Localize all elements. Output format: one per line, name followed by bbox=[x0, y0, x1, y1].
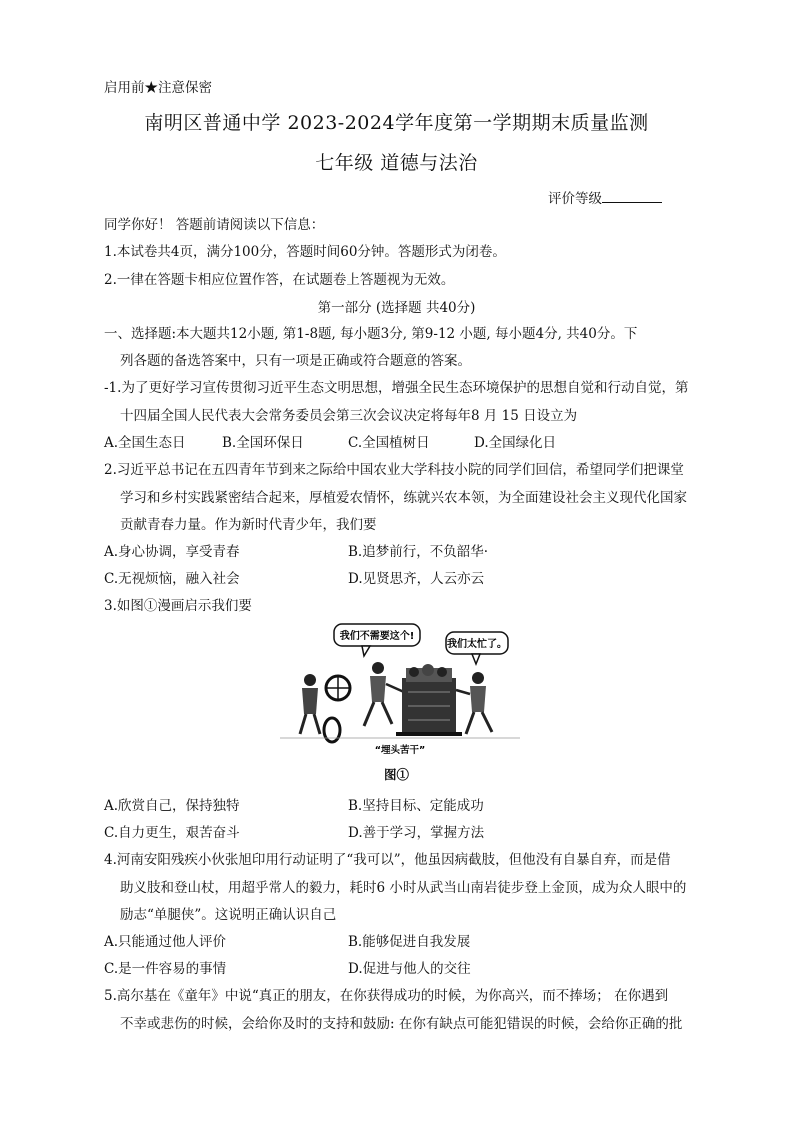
q4-stem-line3: 励志“单腿侠”。这说明正确认识自己 bbox=[120, 907, 337, 923]
cartoon-caption: “埋头苦干” bbox=[374, 745, 426, 756]
q2-stem-line3: 贡献青春力量。作为新时代青少年，我们要 bbox=[120, 517, 377, 533]
section-title: 第一部分 (选择题 共40分) bbox=[317, 300, 476, 316]
cartoon-figure-right bbox=[456, 672, 492, 734]
instruction-item-2: 2.一律在答题卡相应位置作答，在试题卷上答题视为无效。 bbox=[104, 272, 455, 288]
cartoon-illustration bbox=[280, 622, 520, 758]
speech-bubble-left-text: 我们不需要这个! bbox=[339, 631, 415, 642]
wheel-icon bbox=[324, 718, 340, 742]
section-intro-line2: 列各题的备选答案中，只有一项是正确或符合题意的答案。 bbox=[120, 353, 471, 369]
exam-subtitle: 七年级 道德与法治 bbox=[315, 152, 478, 174]
speech-bubble-left-tail bbox=[362, 646, 370, 656]
q3-option-c: C.自力更生，艰苦奋斗 bbox=[104, 825, 240, 841]
confidential-notice: 启用前★注意保密 bbox=[104, 80, 212, 96]
q2-stem-line2: 学习和乡村实践紧密结合起来，厚植爱农情怀，练就兴农本领，为全面建设社会主义现代化国家 bbox=[120, 490, 687, 506]
figure-label: 图① bbox=[383, 767, 409, 782]
cartoon-figure-middle bbox=[364, 662, 404, 726]
q1-option-a: A.全国生态日 bbox=[104, 435, 186, 451]
grade-blank bbox=[602, 190, 662, 203]
section-intro-line1: 一、选择题:本大题共12小题, 第1-8题, 每小题3分, 第9-12 小题, 每小题4分, 共40分。下 bbox=[104, 326, 638, 342]
q1-stem-line1: -1.为了更好学习宣传贯彻习近平生态文明思想，增强全民生态环境保护的思想自觉和行动自觉，第 bbox=[104, 380, 689, 396]
q2-option-d: D.见贤思齐，人云亦云 bbox=[348, 571, 485, 587]
stone-cart bbox=[396, 664, 462, 736]
q4-option-a: A.只能通过他人评价 bbox=[104, 934, 227, 950]
q3-option-d: D.善于学习，掌握方法 bbox=[348, 825, 485, 841]
q1-option-d: D.全国绿化日 bbox=[474, 435, 557, 451]
q5-stem-line1: 5.高尔基在《童年》中说“真正的朋友，在你获得成功的时候，为你高兴，而不捧场； 在你遇到 bbox=[104, 988, 669, 1004]
instruction-item-1: 1.本试卷共4页，满分100分，答题时间60分钟。答题形式为闭卷。 bbox=[104, 244, 506, 260]
exam-title: 南明区普通中学 2023-2024学年度第一学期期末质量监测 bbox=[144, 112, 649, 134]
q3-stem-line1: 3.如图①漫画启示我们要 bbox=[104, 598, 252, 614]
q2-stem-line1: 2.习近平总书记在五四青年节到来之际给中国农业大学科技小院的同学们回信，希望同学们把课堂 bbox=[104, 462, 684, 478]
q4-option-b: B.能够促进自我发展 bbox=[348, 934, 471, 950]
q2-option-b: B.追梦前行，不负韶华· bbox=[348, 544, 489, 560]
q2-option-a: A.身心协调，享受青春 bbox=[104, 544, 240, 560]
speech-bubble-right-tail bbox=[472, 654, 480, 664]
q2-option-c: C.无视烦恼，融入社会 bbox=[104, 571, 240, 587]
instructions-greeting: 同学你好！ 答题前请阅读以下信息： bbox=[104, 217, 325, 233]
q3-option-a: A.欣赏自己，保持独特 bbox=[104, 798, 240, 814]
q3-option-b: B.坚持目标、定能成功 bbox=[348, 798, 484, 814]
q1-option-b: B.全国环保日 bbox=[222, 435, 304, 451]
grade-label: 评价等级 bbox=[548, 191, 602, 207]
q1-option-c: C.全国植树日 bbox=[348, 435, 430, 451]
speech-bubble-right-text: 我们太忙了。 bbox=[447, 639, 507, 650]
q5-stem-line2: 不幸或悲伤的时候，会给你及时的支持和鼓励: 在你有缺点可能犯错误的时候，会给你正确的批 bbox=[120, 1016, 683, 1032]
q1-stem-line2: 十四届全国人民代表大会常务委员会第三次会议决定将每年8 月 15 日设立为 bbox=[120, 408, 578, 424]
q4-stem-line2: 助义肢和登山杖，用超乎常人的毅力，耗时6 小时从武当山南岩徒步登上金顶，成为众人眼中的 bbox=[120, 880, 687, 896]
q4-option-c: C.是一件容易的事情 bbox=[104, 961, 227, 977]
cartoon-figure-left bbox=[300, 674, 350, 742]
q4-stem-line1: 4.河南安阳残疾小伙张旭印用行动证明了“我可以”，他虽因病截肢，但他没有自暴自弃，而是借 bbox=[104, 852, 671, 868]
grade-field bbox=[548, 187, 662, 207]
q4-option-d: D.促进与他人的交往 bbox=[348, 961, 471, 977]
